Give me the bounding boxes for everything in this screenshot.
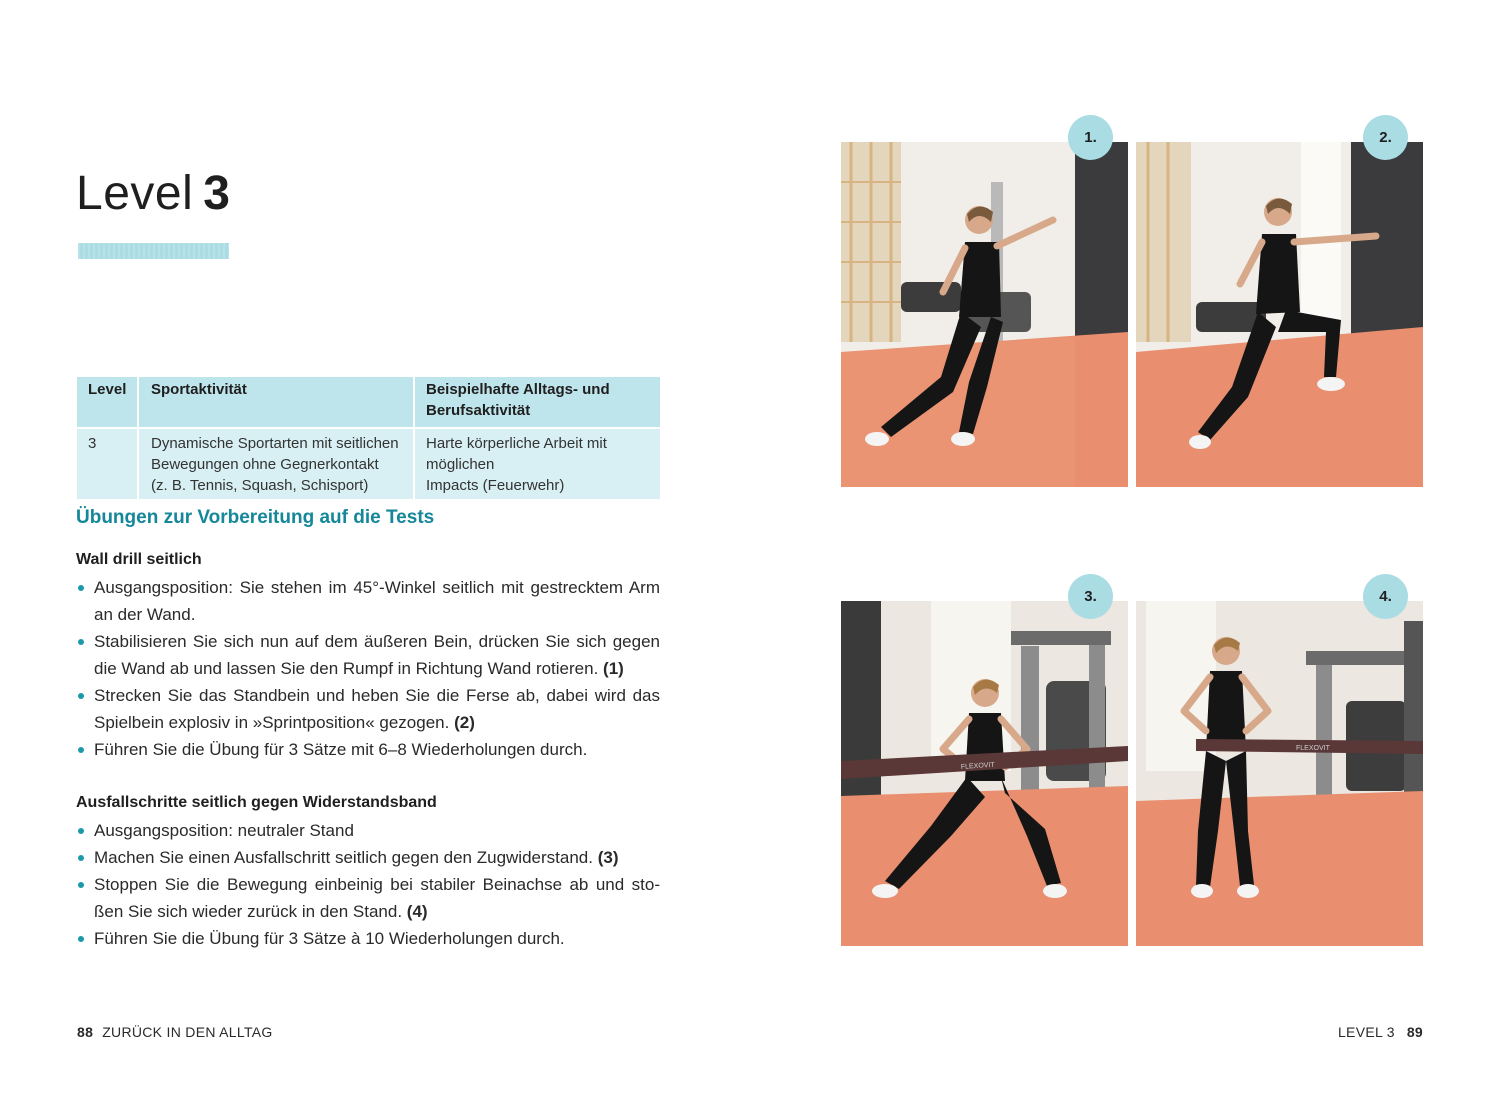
exercise-list-lunges (76, 817, 660, 952)
image-reference: (2) (454, 713, 475, 732)
photo-4-badge: 4. (1363, 574, 1408, 619)
title-word: Level (76, 167, 194, 220)
cell-sport (138, 428, 414, 499)
photo-1-badge: 1. (1068, 115, 1113, 160)
cell-sport-line: (z. B. Tennis, Squash, Schisport) (151, 477, 369, 494)
exercise-photo-3 (841, 601, 1128, 946)
bullet-text: Ausgangsposition: neutraler Stand (94, 821, 354, 840)
cell-level: 3 (77, 428, 138, 499)
header-alltag: Beispielhafte Alltags- und Berufsaktivität (414, 377, 660, 428)
list-item (76, 736, 660, 763)
bullet-text: Stabilisieren Sie sich nun auf dem äußeren Bein, drücken Sie sich gegen die Wand ab und lassen Sie den Rumpf in Richtung Wand rotieren. (94, 632, 660, 678)
bullet-text: Führen Sie die Übung für 3 Sätze à 10 Wiederholungen durch. (94, 929, 565, 948)
exercise-list-wall-drill (76, 574, 660, 763)
list-item (76, 628, 660, 682)
cell-alltag-line: möglichen (426, 456, 495, 473)
exercise-photo-4 (1136, 601, 1423, 946)
footer-left (77, 1024, 273, 1040)
photo-2-illustration (1136, 142, 1423, 487)
list-item (76, 817, 660, 844)
photo-1-illustration (841, 142, 1128, 487)
cell-alltag-line: Impacts (Feuerwehr) (426, 477, 565, 494)
exercise-photo-2 (1136, 142, 1423, 487)
exercise-photo-1 (841, 142, 1128, 487)
bullet-text: Ausgangsposition: Sie stehen im 45°-Winkel seitlich mit gestrecktem Arm an der Wand. (94, 578, 660, 624)
list-item (76, 925, 660, 952)
image-reference: (3) (597, 848, 619, 867)
cell-sport-line: Bewegungen ohne Gegnerkontakt (151, 456, 379, 473)
list-item (76, 574, 660, 628)
page-number-left: 88 (77, 1024, 94, 1040)
running-title-left: ZURÜCK IN DEN ALLTAG (102, 1024, 273, 1040)
image-reference: (1) (603, 659, 624, 678)
header-sport: Sportaktivität (138, 377, 414, 428)
title-underline-bar (78, 243, 229, 259)
bullet-text: Führen Sie die Übung für 3 Sätze mit 6–8 Wiederholungen durch. (94, 740, 588, 759)
list-item (76, 844, 660, 871)
photo-2-badge: 2. (1363, 115, 1408, 160)
running-title-right: LEVEL 3 (1337, 1024, 1395, 1040)
section-heading: Übungen zur Vorbereitung auf die Tests (76, 507, 435, 528)
table-row (77, 428, 660, 499)
header-level: Level (77, 377, 138, 428)
band-label: FLEXOVIT (1296, 745, 1330, 752)
photo-3-illustration (841, 601, 1128, 946)
footer-right (1338, 1024, 1423, 1040)
table-header-row (77, 377, 660, 428)
page-title (76, 167, 231, 220)
page-number-right: 89 (1406, 1024, 1423, 1040)
photo-3-badge: 3. (1068, 574, 1113, 619)
band-label: FLEXOVIT (960, 761, 995, 771)
bullet-text: Stoppen Sie die Bewegung einbeinig bei stabiler Beinachse ab und sto-ßen Sie sich wieder zurück in den Stand. (94, 875, 660, 921)
cell-alltag (414, 428, 660, 499)
cell-sport-line: Dynamische Sportarten mit seitlichen (151, 435, 399, 452)
list-item (76, 682, 660, 736)
bullet-text: Machen Sie einen Ausfallschritt seitlich gegen den Zugwiderstand. (94, 848, 593, 867)
exercise-title-lunges: Ausfallschritte seitlich gegen Widerstandsband (76, 794, 437, 811)
list-item (76, 871, 660, 925)
exercise-title-wall-drill: Wall drill seitlich (76, 551, 202, 568)
photo-4-illustration (1136, 601, 1423, 946)
title-number: 3 (203, 167, 231, 220)
bullet-text: Strecken Sie das Standbein und heben Sie die Ferse ab, dabei wird das Spielbein explosiv in »Sprintposition« gezogen. (94, 686, 660, 732)
image-reference: (4) (406, 902, 428, 921)
level-table (77, 377, 660, 499)
cell-alltag-line: Harte körperliche Arbeit mit (426, 435, 607, 452)
